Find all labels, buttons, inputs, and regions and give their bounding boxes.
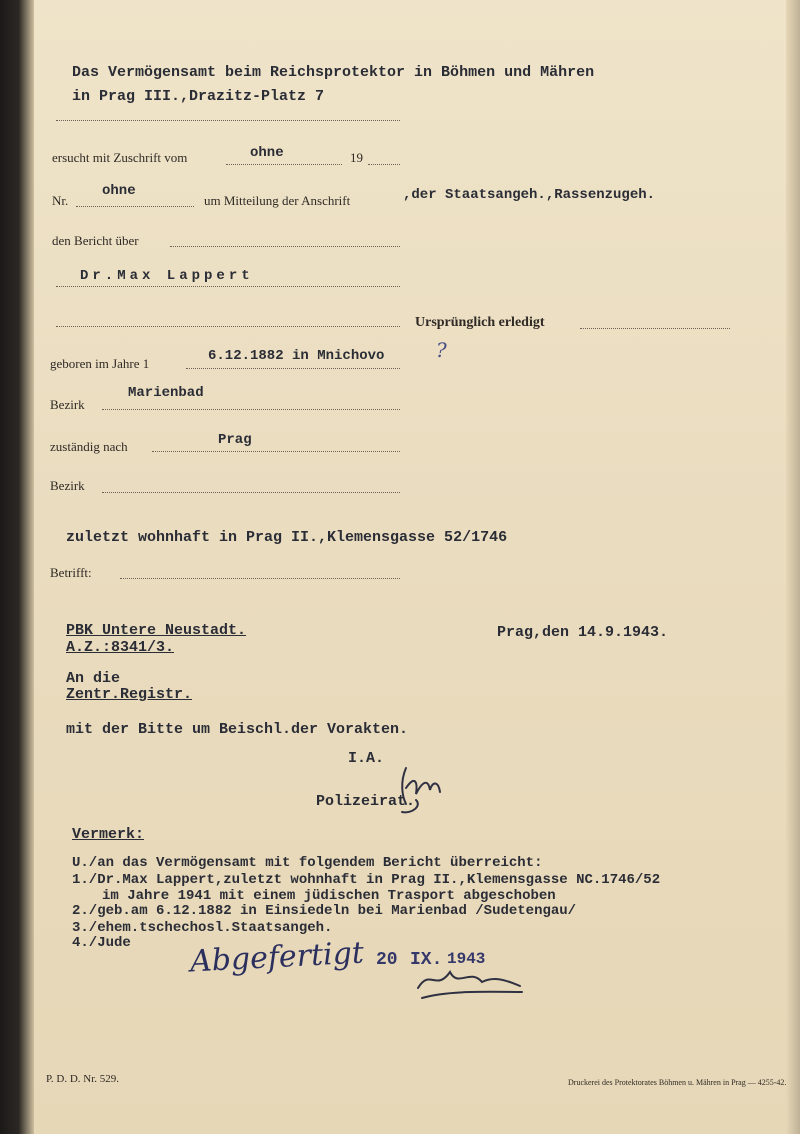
vermerk-line-4: 2./geb.am 6.12.1882 in Einsiedeln bei Marienbad /Sudetengau/ xyxy=(72,903,577,919)
stamp-day: 20 xyxy=(376,950,398,970)
geboren-rule xyxy=(186,368,400,369)
ersucht-rule xyxy=(226,164,342,165)
bezirk2-rule xyxy=(102,492,400,493)
vermerk-line-3: im Jahre 1941 mit einem jüdischen Trasport abgeschoben xyxy=(102,888,556,904)
bericht-rule xyxy=(170,246,400,247)
ersucht-value: ohne xyxy=(250,145,284,161)
vermerk-line-1: U./an das Vermögensamt mit folgendem Bericht überreicht: xyxy=(72,855,543,871)
nr-rule xyxy=(76,206,194,207)
ia-label: I.A. xyxy=(348,750,385,767)
bericht-label: den Bericht über xyxy=(52,233,139,248)
vermerk-line-2: 1./Dr.Max Lappert,zuletzt wohnhaft in Prag II.,Klemensgasse NC.1746/52 xyxy=(72,872,661,888)
betrifft-label: Betrifft: xyxy=(50,565,92,580)
zustaendig-rule xyxy=(152,451,400,452)
request-line: mit der Bitte um Beischl.der Vorakten. xyxy=(66,721,409,738)
vermerk-heading: Vermerk: xyxy=(72,826,145,843)
year-rule xyxy=(368,164,400,165)
recipient: Zentr.Registr. xyxy=(66,686,193,703)
stamp-year: 1943 xyxy=(447,950,486,968)
header-line-1: Das Vermögensamt beim Reichsprotektor in Böhmen und Mähren xyxy=(72,64,595,81)
geboren-label: geboren im Jahre 1 xyxy=(50,356,150,371)
blank-rule xyxy=(56,326,400,327)
nr-value: ohne xyxy=(102,183,136,199)
vermerk-line-5: 3./ehem.tschechosl.Staatsangeh. xyxy=(72,920,333,936)
header-line-2: in Prag III.,Drazitz-Platz 7 xyxy=(72,88,325,105)
ersucht-label: ersucht mit Zuschrift vom xyxy=(52,150,188,165)
wohnhaft-line: zuletzt wohnhaft in Prag II.,Klemensgasse 52/1746 xyxy=(66,529,508,546)
scan-edge-left xyxy=(0,0,34,1134)
bezirk1-value: Marienbad xyxy=(128,385,204,401)
form-number: P. D. D. Nr. 529. xyxy=(46,1073,120,1085)
stamp-initials xyxy=(410,958,528,1002)
bezirk1-label: Bezirk xyxy=(50,397,85,412)
vermerk-line-6: 4./Jude xyxy=(72,935,131,951)
person-name: Dr.Max Lappert xyxy=(80,268,254,284)
bezirk1-rule xyxy=(102,409,400,410)
year-label: 19 xyxy=(350,150,363,165)
handwritten-signature xyxy=(392,760,452,820)
betrifft-rule xyxy=(120,578,400,579)
nr-label: Nr. xyxy=(52,193,69,208)
mitteilung-value: ,der Staatsangeh.,Rassenzugeh. xyxy=(403,187,656,203)
scan-edge-right xyxy=(786,0,800,1134)
zustaendig-value: Prag xyxy=(218,432,252,448)
erledigt-label: Ursprünglich erledigt xyxy=(415,315,545,330)
zustaendig-label: zuständig nach xyxy=(50,439,128,454)
geboren-value: 6.12.1882 in Mnichovo xyxy=(208,348,385,364)
an-die: An die xyxy=(66,670,121,687)
bezirk2-label: Bezirk xyxy=(50,478,85,493)
place-date: Prag,den 14.9.1943. xyxy=(497,624,669,641)
reference-number: A.Z.:8341/3. xyxy=(66,639,175,656)
mitteilung-label: um Mitteilung der Anschrift xyxy=(204,193,351,208)
stamp-word: Abgefertigt xyxy=(189,935,365,980)
printer-note: Druckerei des Protektorates Böhmen u. Mähren in Prag — 4255-42. xyxy=(568,1078,787,1087)
name-rule xyxy=(56,286,400,287)
question-mark: ? xyxy=(436,338,447,362)
stamp-month: IX. xyxy=(410,950,443,970)
official-title: Polizeirat. xyxy=(316,793,416,810)
header-rule xyxy=(56,120,400,121)
office-name: PBK Untere Neustadt. xyxy=(66,622,247,639)
erledigt-rule xyxy=(580,328,730,329)
